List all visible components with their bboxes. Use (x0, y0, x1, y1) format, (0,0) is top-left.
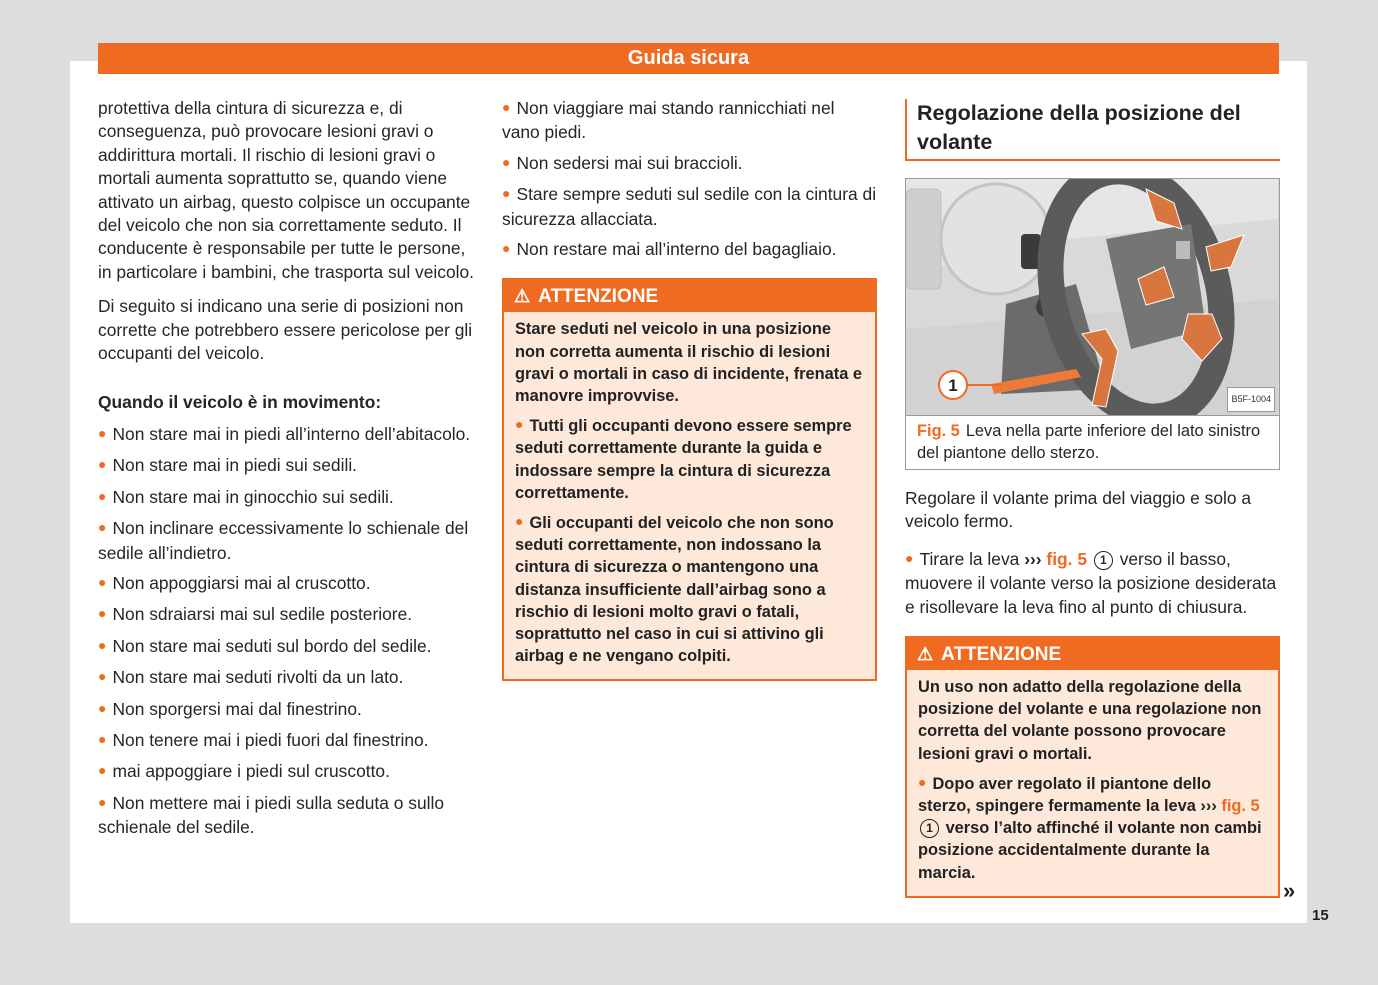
list-item (98, 486, 478, 510)
list-item-text: mai appoggiare i piedi sul cruscotto. (112, 761, 390, 782)
list-item-text: Non stare mai seduti rivolti da un lato. (112, 667, 404, 688)
bullet-icon: ● (98, 573, 107, 590)
list-item-text: Non stare mai in piedi sui sedili. (112, 455, 358, 476)
warning-item (918, 773, 1268, 884)
list-item-text: Non tenere mai i piedi fuori dal finestrino. (112, 729, 429, 750)
step-item (905, 548, 1280, 619)
bullet-icon: ● (515, 513, 524, 530)
cross-ref-arrow-icon: ››› (1200, 797, 1217, 816)
column-left (98, 97, 478, 847)
figure-code: B5F-1004 (1227, 387, 1275, 412)
list-item (502, 238, 877, 262)
section-title: Regolazione della posizione del volante (905, 99, 1280, 161)
bullet-icon: ● (502, 240, 511, 257)
bullet-icon: ● (502, 153, 511, 170)
paragraph-intro: protettiva della cintura di sicurezza e, di conseguenza, può provocare lesioni gravi o addirittura mortali. Il rischio di lesioni gravi o mortali aumenta soprattutto se, quando viene attivato un airbag, questo colpisce un occupante del veicolo che non sia correttamente seduto. Il conducente è responsabile per tutte le persone, in particolare i bambini, che trasporta sul veicolo. (98, 98, 475, 282)
list-item (98, 760, 478, 784)
column-middle (502, 97, 877, 681)
list-item (98, 572, 478, 596)
bullet-icon: ● (98, 668, 107, 685)
steering-wheel-drawing (906, 179, 1278, 415)
step-text-end: verso il basso, muovere il volante verso la posizione desiderata e risollevare la leva fino al punto di chiusura. (905, 548, 1277, 617)
figure-callout: 1 (948, 376, 958, 395)
bullet-icon: ● (918, 773, 927, 790)
list-item (515, 512, 865, 667)
list-item (502, 97, 877, 145)
figure-label: Fig. 5 (917, 422, 960, 440)
list-item (98, 792, 478, 840)
warning-triangle-icon: ⚠ (514, 286, 531, 307)
warning-triangle-icon: ⚠ (917, 644, 934, 665)
bullet-icon: ● (502, 99, 511, 115)
list-item (98, 666, 478, 690)
list-item-text: Non viaggiare mai stando rannicchiati nel vano piedi. (502, 98, 835, 143)
warning-intro: Un uso non adatto della regolazione della posizione del volante e una regolazione non corretta del volante possono provocare lesioni gravi o mortali. (918, 678, 1262, 763)
list-item-text: Non stare mai in piedi all’interno dell’abitacolo. (112, 423, 471, 444)
bullet-icon: ● (98, 636, 107, 653)
page-number: 15 (1312, 907, 1329, 924)
continue-arrow-icon: » (1283, 878, 1296, 903)
bullet-list (98, 423, 478, 840)
list-item-text: Non appoggiarsi mai al cruscotto. (112, 572, 371, 593)
list-item-text: Gli occupanti del veicolo che non sono seduti correttamente, non indossano la cintura di sicurezza o mantengono una distanza insufficiente dall’airbag sono a rischio di lesioni molto gravi o fatali, soprattutto nel caso in cui si attivino gli airbag e ne vengano colpiti. (515, 514, 834, 666)
warning-title: ATTENZIONE (538, 286, 659, 308)
bullet-icon: ● (98, 793, 107, 810)
list-item-text: Non stare mai seduti sul bordo del sedile. (112, 635, 432, 656)
cross-ref-arrow-icon: ››› (1024, 548, 1042, 569)
paragraph-adjust: Regolare il volante prima del viaggio e solo a veicolo fermo. (905, 488, 1252, 532)
chapter-header: Guida sicura (98, 43, 1279, 74)
figure-caption-text: Leva nella parte inferiore del lato sinistro del piantone dello sterzo. (917, 422, 1261, 462)
warning-header (504, 280, 875, 312)
bullet-icon: ● (98, 456, 107, 473)
callout-number-icon: 1 (1094, 551, 1113, 570)
list-item (515, 415, 865, 504)
list-item-text: Non sporgersi mai dal finestrino. (112, 698, 362, 719)
list-item (98, 454, 478, 478)
bullet-icon: ● (98, 487, 107, 504)
bullet-icon: ● (98, 519, 107, 536)
list-item (98, 635, 478, 659)
warning-item-text-end: verso l’alto affinché il volante non cambi posizione accidentalmente durante la marcia. (918, 819, 1262, 882)
list-item-text: Non stare mai in ginocchio sui sedili. (112, 486, 394, 507)
figure-caption (906, 416, 1279, 469)
step-text: Tirare la leva (919, 548, 1020, 569)
callout-number-icon: 1 (920, 819, 939, 838)
paragraph-positions: Di seguito si indicano una serie di posizioni non corrette che potrebbero essere pericolose per gli occupanti del veicolo. (98, 296, 473, 364)
figure-5 (905, 178, 1280, 470)
list-item (98, 423, 478, 447)
warning-body (907, 670, 1278, 896)
warning-item-text: Dopo aver regolato il piantone dello sterzo, spingere fermamente la leva (918, 774, 1212, 816)
warning-header (907, 638, 1278, 670)
list-item-text: Non mettere mai i piedi sulla seduta o sullo schienale del sedile. (98, 792, 445, 838)
list-item (98, 517, 478, 565)
bullet-icon: ● (98, 730, 107, 747)
list-item (98, 729, 478, 753)
bullet-list (502, 97, 877, 262)
figure-link[interactable]: fig. 5 (1046, 548, 1087, 569)
warning-box (905, 636, 1280, 898)
list-item-text: Non sdraiarsi mai sul sedile posteriore. (112, 604, 413, 625)
list-item (502, 183, 877, 231)
list-item-text: Tutti gli occupanti devono essere sempre seduti correttamente durante la guida e indossare sempre la cintura di sicurezza correttamente. (515, 417, 852, 502)
warning-list (515, 415, 865, 667)
bullet-icon: ● (98, 424, 107, 441)
column-right (905, 97, 1280, 898)
list-item (98, 698, 478, 722)
bullet-icon: ● (515, 416, 524, 433)
bullet-icon: ● (98, 605, 107, 622)
subheading-moving: Quando il veicolo è in movimento: (98, 392, 382, 413)
list-item-text: Non sedersi mai sui braccioli. (516, 152, 743, 173)
list-item (502, 152, 877, 176)
bullet-icon: ● (502, 185, 511, 202)
steering-wheel-illustration (906, 179, 1279, 416)
list-item-text: Non inclinare eccessivamente lo schienale del sedile all’indietro. (98, 518, 469, 563)
figure-link[interactable]: fig. 5 (1221, 797, 1260, 816)
list-item-text: Stare sempre seduti sul sedile con la cintura di sicurezza allacciata. (502, 184, 877, 229)
warning-intro: Stare seduti nel veicolo in una posizione non corretta aumenta il rischio di lesioni gravi o mortali in caso di incidente, frenata e manovre improvvise. (515, 320, 863, 406)
list-item-text: Non restare mai all’interno del bagagliaio. (516, 239, 837, 260)
bullet-icon: ● (98, 762, 107, 779)
warning-title: ATTENZIONE (941, 644, 1062, 666)
bullet-icon: ● (98, 699, 107, 716)
warning-body (504, 312, 875, 679)
warning-box (502, 278, 877, 681)
bullet-icon: ● (905, 549, 914, 566)
list-item (98, 603, 478, 627)
